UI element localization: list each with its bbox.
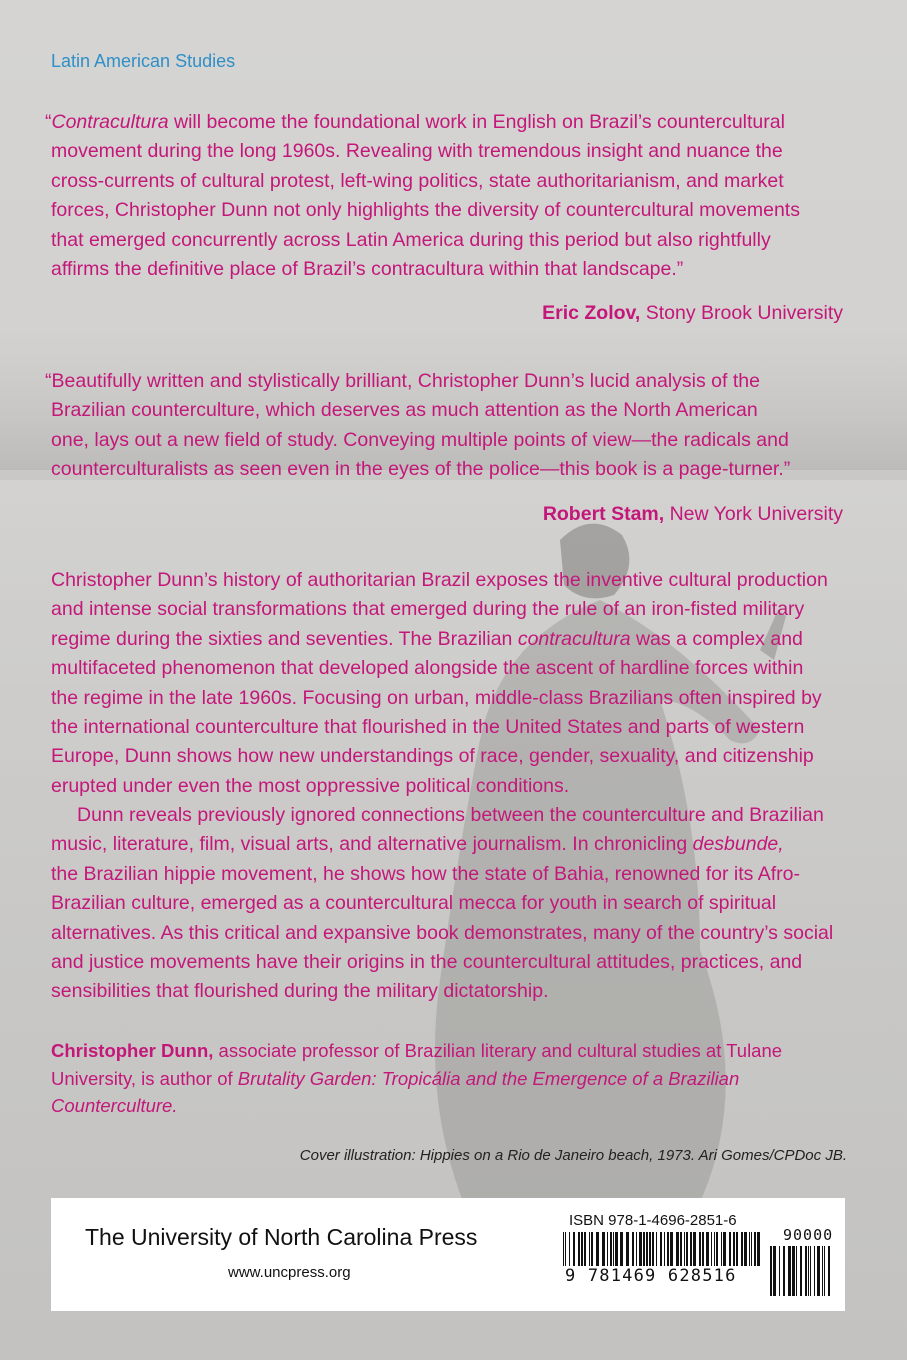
- barcode-bar: [573, 1232, 575, 1266]
- barcode-bar: [656, 1232, 657, 1266]
- ean-digits: 9 781469 628516: [565, 1266, 737, 1286]
- barcode-bar: [744, 1232, 747, 1266]
- barcode-bar: [773, 1246, 776, 1296]
- barcode-bar: [796, 1246, 797, 1296]
- barcode-bar: [751, 1232, 752, 1266]
- barcode-bar: [596, 1232, 599, 1266]
- blurb-line: forces, Christopher Dunn not only highlights the diversity of countercultural movements: [51, 199, 800, 222]
- barcode-bar: [563, 1232, 564, 1266]
- barcode-bar: [810, 1246, 811, 1296]
- barcode-bar: [693, 1232, 696, 1266]
- barcode-bar: [792, 1246, 795, 1296]
- barcode-bar: [676, 1232, 679, 1266]
- blurb-line: one, lays out a new field of study. Conveying multiple points of view—the radicals and: [51, 428, 789, 451]
- barcode-bar: [714, 1232, 715, 1266]
- barcode-bar: [589, 1232, 590, 1266]
- cover-illustration-credit: Cover illustration: Hippies on a Rio de Janeiro beach, 1973. Ari Gomes/CPDoc JB.: [299, 1147, 847, 1164]
- barcode-bar: [711, 1232, 712, 1266]
- publisher-panel: [51, 1198, 845, 1311]
- barcode-bar: [808, 1246, 809, 1296]
- barcode-bar: [652, 1232, 654, 1266]
- barcode-bar: [660, 1232, 662, 1266]
- barcode-bar: [736, 1232, 738, 1266]
- description-line: music, literature, film, visual arts, and alternative journalism. In chronicling desbunde,: [51, 833, 784, 856]
- barcode-bar: [788, 1246, 791, 1296]
- barcode-bar: [729, 1232, 731, 1266]
- author-bio: [51, 1037, 782, 1120]
- publisher-url: www.uncpress.org: [228, 1264, 351, 1281]
- description-paragraph-1: [51, 566, 828, 801]
- barcode-bar: [632, 1232, 634, 1266]
- description-line: the international counterculture that flourished in the United States and parts of western: [51, 716, 805, 739]
- addon-barcode-bars: [770, 1246, 834, 1296]
- blurb-zolov: [45, 108, 800, 284]
- barcode-bar: [643, 1232, 645, 1266]
- barcode-bar: [706, 1232, 709, 1266]
- barcode-bar: [607, 1232, 608, 1266]
- blurb-stam: [45, 367, 790, 485]
- barcode-bar: [686, 1232, 688, 1266]
- barcode-bar: [636, 1232, 637, 1266]
- description-paragraph-2: [51, 801, 833, 1007]
- barcode-bar: [716, 1232, 718, 1266]
- barcode-bar: [690, 1232, 692, 1266]
- barcode-bar: [699, 1232, 701, 1266]
- barcode-bar: [828, 1246, 830, 1296]
- blurb-line: Brazilian counterculture, which deserves as much attention as the North American: [51, 399, 758, 422]
- barcode-bar: [569, 1232, 570, 1266]
- barcode-bar: [702, 1232, 704, 1266]
- bio-line: Counterculture.: [51, 1095, 178, 1116]
- ean-barcode-bars: [563, 1232, 763, 1266]
- description-line: the Brazilian hippie movement, he shows how the state of Bahia, renowned for its Afro-: [51, 862, 800, 885]
- barcode-bar: [591, 1232, 593, 1266]
- barcode-bar: [639, 1232, 642, 1266]
- barcode-bar: [649, 1232, 651, 1266]
- barcode-bar: [670, 1232, 673, 1266]
- publisher-name: The University of North Carolina Press: [85, 1224, 478, 1250]
- barcode-bar: [817, 1246, 820, 1296]
- description-line: Dunn reveals previously ignored connections between the counterculture and Brazilian: [77, 804, 824, 826]
- barcode-bar: [602, 1232, 605, 1266]
- bio-line: Christopher Dunn, associate professor of Brazilian literary and cultural studies at Tulane: [51, 1040, 783, 1061]
- barcode-bar: [721, 1232, 722, 1266]
- description-line: erupted under even the most oppressive political conditions.: [51, 774, 570, 797]
- barcode-bar: [610, 1232, 612, 1266]
- description-line: the regime in the late 1960s. Focusing on urban, middle-class Brazilians often inspired by: [51, 686, 822, 709]
- blurb-line: that emerged concurrently across Latin America during this period but also rightfully: [51, 228, 771, 251]
- blurb-line: “Beautifully written and stylistically brilliant, Christopher Dunn’s lucid analysis of the: [45, 370, 760, 392]
- barcode-bar: [733, 1232, 735, 1266]
- barcode-bar: [770, 1246, 772, 1296]
- blurb-line: “Contracultura will become the foundational work in English on Brazil’s countercultural: [45, 111, 785, 133]
- description-line: Europe, Dunn shows how new understandings of race, gender, sexuality, and citizenship: [51, 745, 814, 768]
- barcode-bar: [754, 1232, 756, 1266]
- addon-digits: 90000: [783, 1226, 834, 1244]
- barcode-bar: [723, 1232, 726, 1266]
- barcode-bar: [824, 1246, 825, 1296]
- isbn-text: ISBN 978-1-4696-2851-6: [569, 1212, 737, 1229]
- blurb-line: cross-currents of cultural protest, left-wing politics, state authoritarianism, and market: [51, 169, 784, 192]
- barcode-bar: [749, 1232, 750, 1266]
- barcode-bar: [822, 1246, 823, 1296]
- isbn-barcode: [563, 1208, 833, 1304]
- barcode-bar: [646, 1232, 648, 1266]
- barcode-bar: [565, 1232, 566, 1266]
- bio-line: University, is author of Brutality Garden: Tropicália and the Emergence of a Brazilian: [51, 1067, 740, 1089]
- barcode-bar: [620, 1232, 623, 1266]
- barcode-bar: [584, 1232, 586, 1266]
- barcode-bar: [684, 1232, 685, 1266]
- barcode-bar: [626, 1232, 629, 1266]
- barcode-bar: [741, 1232, 743, 1266]
- blurb-attribution-zolov: Eric Zolov, Stony Brook University: [542, 302, 843, 324]
- description-line: multifaceted phenomenon that developed alongside the ascent of hardline forces within: [51, 657, 804, 680]
- barcode-bar: [615, 1232, 618, 1266]
- description-line: regime during the sixties and seventies. The Brazilian contracultura was a complex and: [51, 627, 803, 650]
- description-line: sensibilities that flourished during the military dictatorship.: [51, 980, 549, 1003]
- barcode-bar: [814, 1246, 815, 1296]
- barcode-bar: [805, 1246, 807, 1296]
- blurb-line: affirms the definitive place of Brazil’s contracultura within that landscape.”: [51, 258, 684, 281]
- barcode-bar: [680, 1232, 682, 1266]
- barcode-bar: [779, 1246, 780, 1296]
- description-line: alternatives. As this critical and expansive book demonstrates, many of the country’s social: [51, 921, 834, 944]
- barcode-bar: [581, 1232, 583, 1266]
- barcode-bar: [667, 1232, 669, 1266]
- barcode-bar: [578, 1232, 580, 1266]
- description-line: Christopher Dunn’s history of authoritarian Brazil exposes the inventive cultural production: [51, 569, 828, 591]
- barcode-bar: [783, 1246, 785, 1296]
- blurb-line: movement during the long 1960s. Revealing with tremendous insight and nuance the: [51, 140, 783, 163]
- barcode-bar: [757, 1232, 760, 1266]
- blurb-line: counterculturalists as seen even in the eyes of the police—this book is a page-turner.”: [51, 458, 791, 481]
- barcode-bar: [800, 1246, 802, 1296]
- barcode-bar: [664, 1232, 665, 1266]
- blurb-attribution-stam: Robert Stam, New York University: [542, 503, 843, 525]
- barcode-bar: [613, 1232, 614, 1266]
- description-line: and justice movements have their origins in the countercultural attitudes, practices, and: [51, 951, 803, 974]
- description-line: Brazilian culture, emerged as a countercultural mecca for youth in search of spiritual: [51, 892, 777, 915]
- description-line: and intense social transformations that emerged during the rule of an iron-fisted military: [51, 598, 805, 621]
- category-label: Latin American Studies: [51, 51, 236, 71]
